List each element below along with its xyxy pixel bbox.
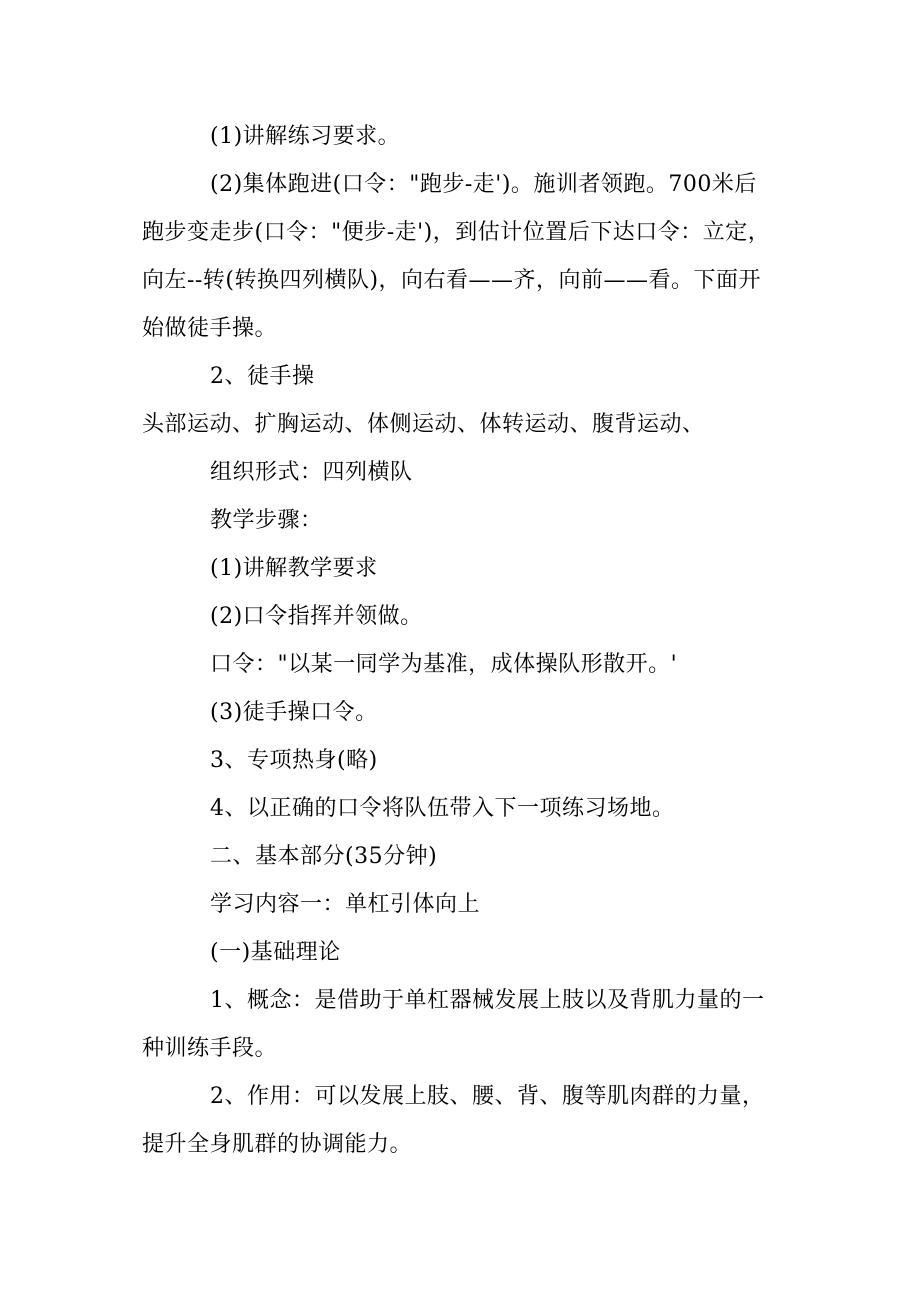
paragraph-group-run bbox=[142, 161, 782, 353]
paragraph-group-function bbox=[142, 1073, 782, 1169]
paragraph-exercise-list: 头部运动、扩胸运动、体侧运动、体转运动、腹背运动、 bbox=[142, 412, 705, 437]
paragraph-line: 种训练手段。 bbox=[142, 1036, 278, 1061]
paragraph-line: 跑步变走步(口令："便步-走')，到估计位置后下达口令：立定， bbox=[142, 220, 771, 245]
paragraph-explain-practice: (1)讲解练习要求。 bbox=[210, 124, 401, 149]
paragraph-teaching-steps: 教学步骤： bbox=[210, 508, 323, 533]
paragraph-organization: 组织形式：四列横队 bbox=[210, 460, 413, 485]
heading-learning-content: 学习内容一：单杠引体向上 bbox=[210, 892, 481, 917]
paragraph-line: 2、作用：可以发展上肢、腰、背、腹等肌肉群的力量， bbox=[210, 1084, 765, 1109]
paragraph-step-3: (3)徒手操口令。 bbox=[210, 700, 378, 725]
heading-warmup: 3、专项热身(略) bbox=[210, 748, 378, 773]
paragraph-group-concept bbox=[142, 977, 782, 1073]
heading-basic-theory: (一)基础理论 bbox=[210, 940, 341, 965]
paragraph-line: 提升全身肌群的协调能力。 bbox=[142, 1132, 413, 1157]
paragraph-line: 向左--转(转换四列横队)，向右看——齐，向前——看。下面开 bbox=[142, 268, 762, 293]
paragraph-step-2: (2)口令指挥并领做。 bbox=[210, 604, 423, 629]
paragraph-lead-team: 4、以正确的口令将队伍带入下一项练习场地。 bbox=[210, 796, 675, 821]
document-body bbox=[142, 113, 782, 1169]
paragraph-line: 1、概念：是借助于单杠器械发展上肢以及背肌力量的一 bbox=[210, 988, 765, 1013]
paragraph-command: 口令："以某一同学为基准，成体操队形散开。' bbox=[210, 652, 678, 677]
paragraph-line: (2)集体跑进(口令："跑步-走')。施训者领跑。700米后 bbox=[210, 172, 757, 197]
heading-basic-part: 二、基本部分(35分钟) bbox=[210, 844, 438, 869]
heading-freehand-exercise: 2、徒手操 bbox=[210, 364, 315, 389]
paragraph-step-1: (1)讲解教学要求 bbox=[210, 556, 378, 581]
paragraph-line: 始做徒手操。 bbox=[142, 316, 278, 341]
